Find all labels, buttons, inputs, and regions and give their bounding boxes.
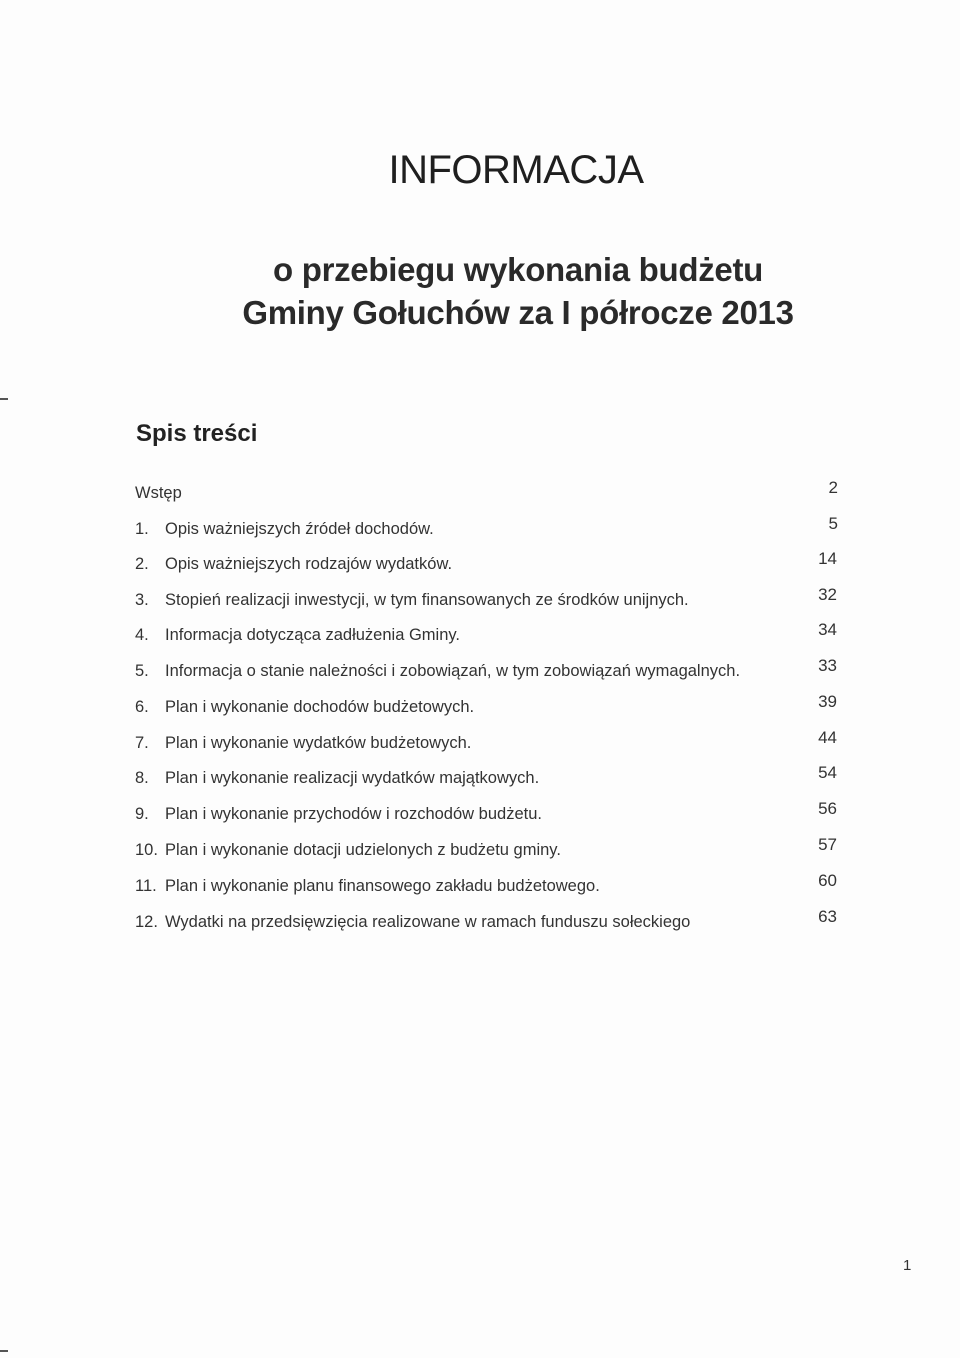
toc-entry-page: 63 xyxy=(818,907,837,926)
toc-entry-label: Plan i wykonanie przychodów i rozchodów budżetu. xyxy=(165,805,542,823)
scan-margin-mark xyxy=(0,1350,8,1352)
toc-entry-number: 6. xyxy=(135,698,149,716)
toc-entry-label: Plan i wykonanie realizacji wydatków majątkowych. xyxy=(165,769,540,787)
toc-entry xyxy=(135,799,837,829)
toc-entry-label: Opis ważniejszych rodzajów wydatków. xyxy=(165,555,453,573)
toc-entry-number: 7. xyxy=(135,734,149,752)
toc-entry-page: 32 xyxy=(818,585,837,604)
toc-entry xyxy=(135,907,837,937)
toc-entry-number: 10. xyxy=(135,841,158,859)
toc-entry xyxy=(135,585,837,615)
toc-entry-label: Plan i wykonanie dochodów budżetowych. xyxy=(165,698,475,716)
toc-entry xyxy=(135,728,837,758)
toc-entry-page: 44 xyxy=(818,728,837,747)
toc-entry-page: 60 xyxy=(818,871,837,890)
scan-margin-mark xyxy=(0,398,8,400)
toc-entry-page: 39 xyxy=(818,692,837,711)
toc-entry-label: Plan i wykonanie wydatków budżetowych. xyxy=(165,734,472,752)
toc-entry-number: 8. xyxy=(135,769,149,787)
toc-entry-number: 11. xyxy=(135,877,157,895)
toc-entry xyxy=(135,692,837,722)
toc-entry xyxy=(135,514,838,544)
document-subtitle-line2: Gminy Gołuchów za I półrocze 2013 xyxy=(242,294,794,331)
toc-entry-number: 12. xyxy=(135,913,158,931)
toc-heading: Spis treści xyxy=(136,420,258,447)
toc-entry-number: 2. xyxy=(135,555,149,573)
toc-entry-page: 33 xyxy=(818,656,837,675)
toc-entry xyxy=(135,549,837,579)
toc-entry xyxy=(135,620,837,650)
toc-entry-page: 56 xyxy=(818,799,837,818)
toc-entry-label: Wydatki na przedsięwzięcia realizowane w ramach funduszu sołeckiego xyxy=(165,913,691,931)
toc-entry-number: 1. xyxy=(135,520,149,538)
toc-entry-label: Wstęp xyxy=(135,484,182,502)
toc-entry-page: 5 xyxy=(828,514,838,533)
toc-entry-label: Opis ważniejszych źródeł dochodów. xyxy=(165,520,434,538)
toc-entry xyxy=(135,478,838,508)
toc-entry xyxy=(135,656,837,686)
document-subtitle-line1: o przebiegu wykonania budżetu xyxy=(272,251,763,288)
toc-entry-page: 2 xyxy=(828,478,838,497)
toc-entry-page: 34 xyxy=(818,620,837,639)
toc-entry xyxy=(135,763,837,793)
toc-entry-number: 3. xyxy=(135,591,149,609)
document-title: INFORMACJA xyxy=(388,148,644,192)
toc-entry-number: 9. xyxy=(135,805,149,823)
toc-entry-page: 54 xyxy=(818,763,837,782)
toc-entry-label: Informacja o stanie należności i zobowiązań, w tym zobowiązań wymagalnych. xyxy=(165,662,741,680)
toc-entry-number: 5. xyxy=(135,662,149,680)
toc-entry-label: Plan i wykonanie dotacji udzielonych z budżetu gminy. xyxy=(165,841,561,859)
toc-entry-page: 57 xyxy=(818,835,837,854)
toc-entry-number: 4. xyxy=(135,626,149,644)
toc-entry-label: Informacja dotycząca zadłużenia Gminy. xyxy=(165,626,460,644)
toc-entry-label: Plan i wykonanie planu finansowego zakładu budżetowego. xyxy=(165,877,600,895)
page-number: 1 xyxy=(903,1257,912,1274)
toc-entry xyxy=(135,871,837,901)
toc-entry xyxy=(135,835,837,865)
toc-entry-label: Stopień realizacji inwestycji, w tym finansowanych ze środków unijnych. xyxy=(165,591,689,609)
toc-entry-page: 14 xyxy=(818,549,837,568)
